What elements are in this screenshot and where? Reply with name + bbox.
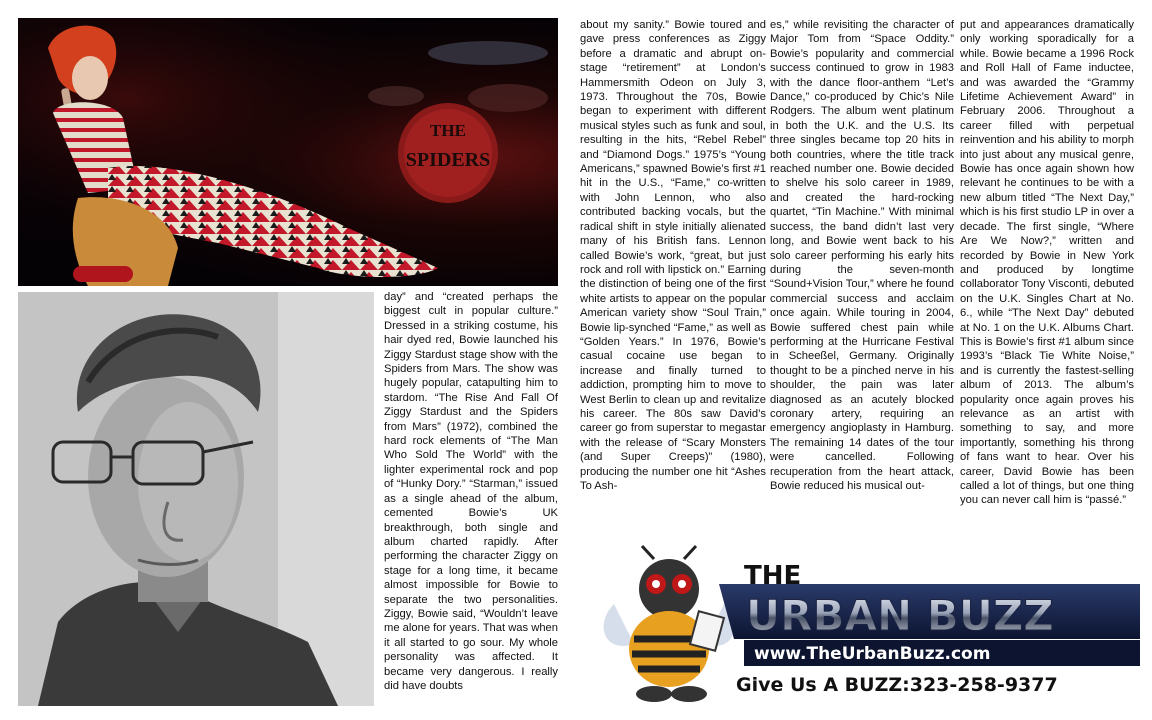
article-column-1 xyxy=(384,290,558,693)
article-text: about my sanity.” Bowie toured and gave press conferences as Ziggy before a dramatic and abrupt on-stage “retirement” at London’s Hammersmith Odeon on July 3, 1973. Throughout the 70s, Bowie began to experiment with different musical styles such as funk and soul, resulting in the hits, “Rebel Rebel” and “Diamond Dogs.” 1975’s “Young Americans,” spawned Bowie’s first #1 hit in the U.S., “Fame,” co-written with John Lennon, who also contributed backing vocals, but the radical shift in style initially alienated many of his British fans. Lennon called Bowie’s work, “great, but just rock and roll with lipstick on.” Earning the distinction of being one of the first white artists to appear on the popular American variety show “Soul Train,” Bowie lip-synched “Fame,” as well as “Golden Years.” In 1976, Bowie’s casual cocaine use began to increase and finally turned to addiction, prompting him to move to West Berlin to clean up and revitalize his career. The 80s saw David’s career go from superstar to megastar with the release of “Scary Monsters (and Super Creeps)” (1980), producing the number one hit “Ashes To Ash- xyxy=(580,19,766,492)
article-column-3 xyxy=(770,18,954,493)
ad-phone[interactable]: Give Us A BUZZ:323-258-9377 xyxy=(736,674,1058,696)
article-text: day” and “created perhaps the biggest cult in popular culture.” Dressed in a striking costume, his hair dyed red, Bowie launched his Ziggy Stardust stage show with the Spiders from Mars. The show was hugely popular, catapulting him to stardom. “The Rise And Fall Of Ziggy Stardust and the Spiders from Mars” (1972), combined the hard rock elements of “The Man Who Sold The World” with the lighter experimental rock and pop of “Hunky Dory.” “Starman,” issued as a single ahead of the album, cemented Bowie’s UK breakthrough, both single and album charted rapidly. After performing the character Ziggy on stage for a long time, it became almost impossible for Bowie to separate the two personalities. Ziggy, Bowie said, “Wouldn’t leave me alone for years. That was when it all started to go sour. My whole personality was affected. It became very dangerous. I really did have doubts xyxy=(384,291,558,692)
drum-text-spiders: SPIDERS xyxy=(405,149,491,171)
urban-buzz-ad[interactable] xyxy=(594,544,1140,708)
portrait-illustration xyxy=(18,292,374,706)
ad-title: URBAN BUZZ xyxy=(746,591,1054,640)
article-text: es,” while revisiting the character of Major Tom from “Space Oddity.” Bowie’s popularity and commercial success continued to grow in 1983 with the dance floor-anthem “Let’s Dance,” co-produced by Chic’s Nile Rodgers. The album went platinum in both the U.K. and the U.S. Its three singles became top 20 hits in both countries, where the title track reached number one. Bowie decided to shelve his solo career in 1989, and created the hard-rocking quartet, “Tin Machine.” With minimal success, the band didn’t last very long, and Bowie went back to his solo career performing his early hits during the seven-month “Sound+Vision Tour,” where he found commercial success and acclaim once again. While touring in 2004, Bowie suffered chest pain while performing at the Hurricane Festival in Scheeßel, Germany. Originally thought to be a pinched nerve in his shoulder, the pain was later diagnosed as an acutely blocked coronary artery, requiring an emergency angioplasty in Hamburg. The remaining 14 dates of the tour were cancelled. Following recuperation from the heart attack, Bowie reduced his musical out- xyxy=(770,19,954,492)
ad-graphic xyxy=(594,544,1140,708)
concert-photo xyxy=(18,18,558,286)
article-text: put and appearances dramatically only working sporadically for a while. Bowie became a 1996 Rock and Roll Hall of Fame inductee, and was awarded the “Grammy Lifetime Achievement Award” in February 2006. Throughout a career filled with perpetual reinvention and his ability to morph into just about any musical genre, Bowie has once again shown how relevant he continues to be with a new album titled “The Next Day,” which is his first studio LP in over a decade. The first single, “Where Are We Now?,” written and recorded by Bowie in New York and produced by longtime collaborator Tony Visconti, debuted on the U.K. Singles Chart at No. 6., while “The Next Day” debuted at No. 1 on the U.K. Albums Chart. This is Bowie’s first #1 album since 1993’s “Black Tie White Noise,” and is currently the fastest-selling album of 2013. The album’s popularity once again proves his relevance as an artist with something to say, and more importantly, something his throng of fans want to hear. Over his career, David Bowie has been called a lot of things, but one thing you can never call him is “passé.” xyxy=(960,19,1134,507)
article-column-2 xyxy=(580,18,766,493)
article-column-4 xyxy=(960,18,1134,508)
drum-text-the: THE xyxy=(430,121,466,140)
ad-url[interactable]: www.TheUrbanBuzz.com xyxy=(754,644,991,664)
ad-the: THE xyxy=(744,561,802,591)
portrait-photo xyxy=(18,292,374,706)
bee-mascot-icon xyxy=(604,546,735,702)
concert-illustration xyxy=(18,18,558,286)
